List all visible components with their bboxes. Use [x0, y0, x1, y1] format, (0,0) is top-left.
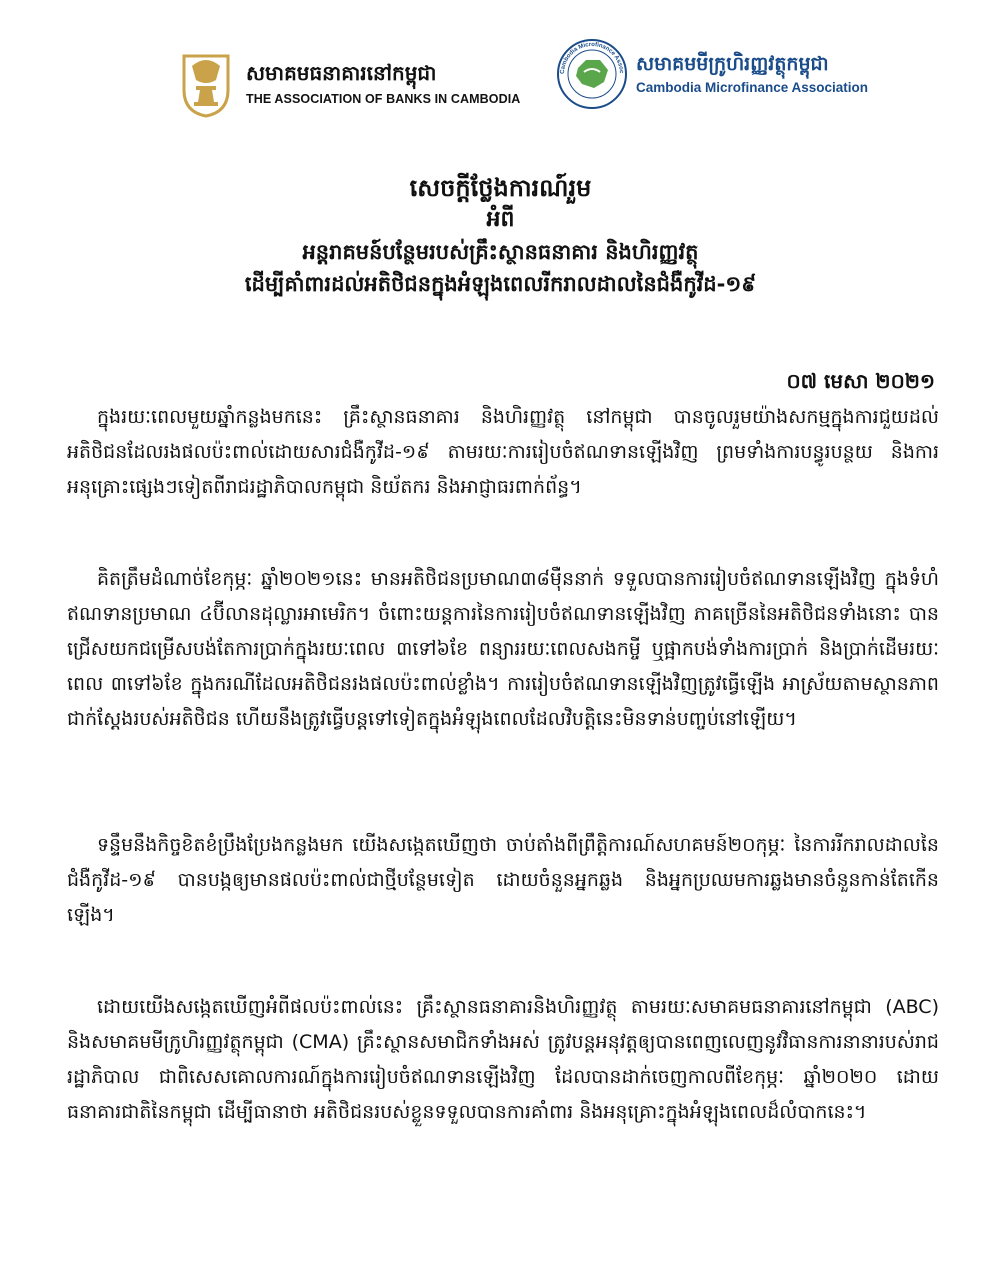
paragraph-2: គិតត្រឹមដំណាច់ខែកុម្ភៈ ឆ្នាំ២០២១នេះ មានអតិថិជនប្រមាណ៣៨ម៉ឺននាក់ ទទួលបានការរៀបចំឥណទានឡើងវិញ ក្នុងទំហំឥណទានប្រមាណ ៤ប៊ីលានដុល្លារអាមេរិក។ ចំពោះយន្តការនៃការរៀបចំឥណទានឡើងវិញ ភាគច្រើននៃអតិថិជនទាំងនោះ បានជ្រើសយកជម្រើសបង់តែការប្រាក់ក្នុងរយៈពេល ៣ទៅ៦ខែ ពន្យាររយៈពេលសងកម្ចី ឬផ្អាកបង់ទាំងការប្រាក់ និងប្រាក់ដើមរយៈពេល ៣ទៅ៦ខែ ក្នុងករណីដែលអតិថិជនរងផលប៉ះពាល់ខ្លាំង។ ការរៀបចំឥណទានឡើងវិញត្រូវធ្វើឡើង អាស្រ័យតាមស្ថានភាពជាក់ស្ដែងរបស់អតិថិជន ហើយនឹងត្រូវធ្វើបន្តទៅទៀតក្នុងអំឡុងពេលដែលវិបត្តិនេះមិនទាន់បញ្ចប់នៅឡើយ។ — [67, 568, 939, 730]
statement-title — [0, 172, 1001, 300]
paragraph-4: ដោយយើងសង្កេតឃើញអំពីផលប៉ះពាល់នេះ គ្រឹះស្ថានធនាគារនិងហិរញ្ញវត្ថុ តាមរយៈសមាគមធនាគារនៅកម្ពុជា (ABC) និងសមាគមមីក្រូហិរញ្ញវត្ថុកម្ពុជា (CMA) គ្រឹះស្ថានសមាជិកទាំងអស់ ត្រូវបន្តអនុវត្តឲ្យបានពេញលេញនូវវិធានការនានារបស់រាជរដ្ឋាភិបាល ជាពិសេសគោលការណ៍ក្នុងការរៀបចំឥណទានឡើងវិញ ដែលបានដាក់ចេញកាលពីខែកុម្ភៈ ឆ្នាំ២០២០ ដោយធនាគារជាតិនៃកម្ពុជា ដើម្បីធានាថា អតិថិជនរបស់ខ្លួនទទួលបានការគាំពារ និងអនុគ្រោះក្នុងអំឡុងពេលដ៏លំបាកនេះ។ — [67, 996, 939, 1123]
title-line-1: សេចក្ដីថ្លែងការណ៍រួម — [409, 174, 592, 202]
statement-date: ០៧ មេសា ២០២១ — [786, 369, 935, 393]
title-line-4: ដើម្បីគាំពារដល់អតិថិជនក្នុងអំឡុងពេលរីករាលដាលនៃជំងឺកូវីដ-១៩ — [244, 272, 757, 296]
paragraph-1: ក្នុងរយៈពេលមួយឆ្នាំកន្លងមកនេះ គ្រឹះស្ថានធនាគារ និងហិរញ្ញវត្ថុ នៅកម្ពុជា បានចូលរួមយ៉ាងសកម្មក្នុងការជួយដល់អតិថិជនដែលរងផលប៉ះពាល់ដោយសារជំងឺកូវីដ-១៩ តាមរយៈការរៀបចំឥណទានឡើងវិញ ព្រមទាំងការបន្ធូរបន្ថយ និងការអនុគ្រោះផ្សេងៗទៀតពីរាជរដ្ឋាភិបាលកម្ពុជា និយ័តករ និងអាជ្ញាធរពាក់ព័ន្ធ។ — [67, 406, 939, 498]
letterhead — [0, 0, 1001, 150]
cma-name-khmer: សមាគមមីក្រូហិរញ្ញវត្ថុកម្ពុជា — [636, 53, 829, 75]
map-emblem-icon — [556, 38, 628, 110]
bowl-emblem-icon — [176, 50, 236, 120]
paragraph-3: ទន្ទឹមនឹងកិច្ចខិតខំប្រឹងប្រែងកន្លងមក យើងសង្កេតឃើញថា ចាប់តាំងពីព្រឹត្តិការណ៍សហគមន៍២០កុម្ភៈ នៃការរីករាលដាលនៃជំងឺកូវីដ-១៩ បានបង្កឲ្យមានផលប៉ះពាល់ជាថ្មីបន្ថែមទៀត ដោយចំនួនអ្នកឆ្លង និងអ្នកប្រឈមការឆ្លងមានចំនួនកាន់តែកើនឡើង។ — [67, 834, 939, 926]
cma-logo — [556, 38, 628, 110]
title-line-2: អំពី — [486, 207, 515, 232]
title-line-3: អន្តរាគមន៍បន្ថែមរបស់គ្រឹះស្ថានធនាគារ និងហិរញ្ញវត្ថុ — [302, 240, 699, 264]
cma-name-english: Cambodia Microfinance Association — [636, 80, 869, 95]
abc-name-khmer: សមាគមធនាគារនៅកម្ពុជា — [246, 61, 437, 85]
abc-logo — [176, 50, 236, 120]
ring-text: Cambodia Microfinance Assoc — [559, 41, 625, 75]
abc-name-english: THE ASSOCIATION OF BANKS IN CAMBODIA — [246, 92, 521, 106]
